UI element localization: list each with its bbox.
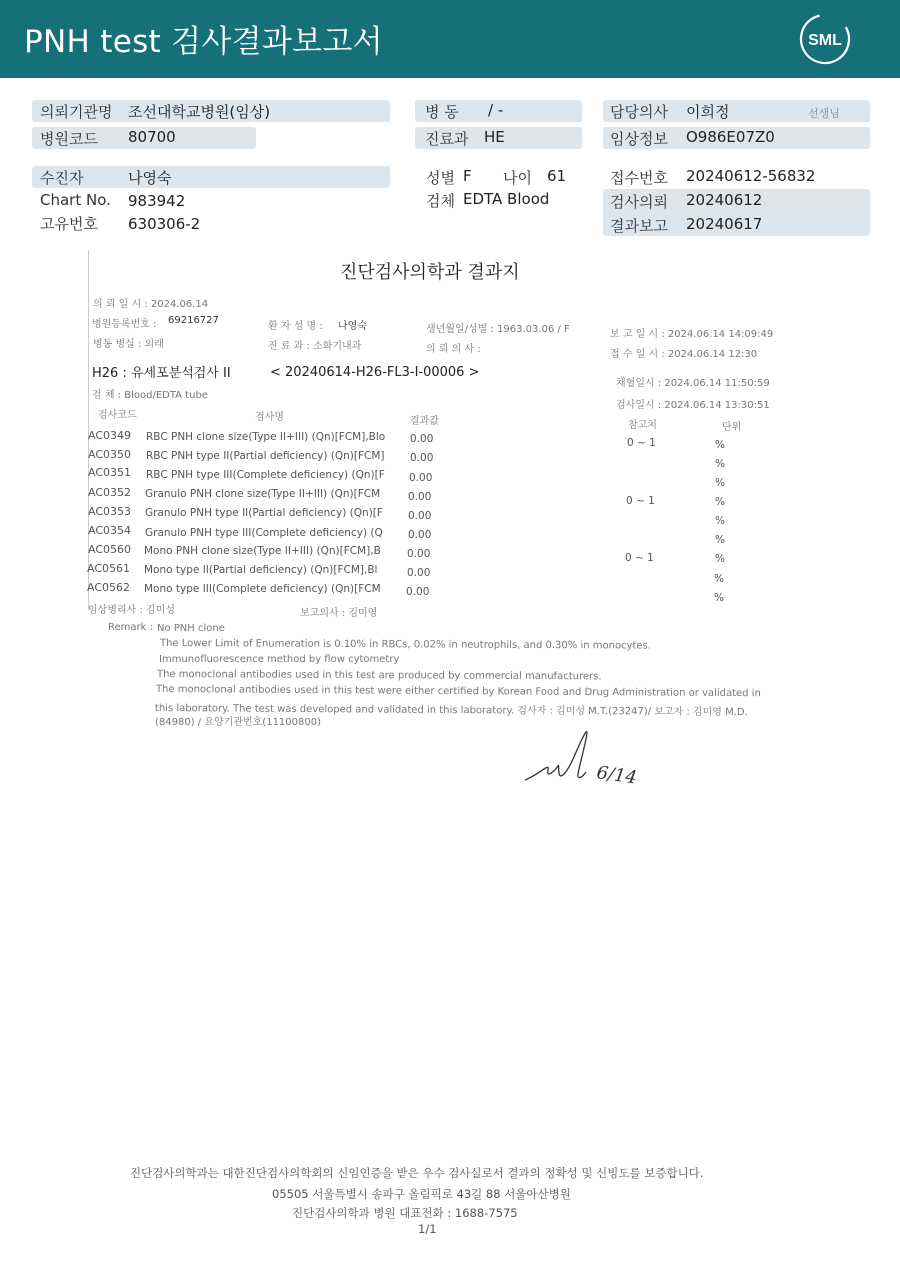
requester-line: 의 뢰 의 사 : [426, 344, 481, 355]
footer-certification: 진단검사의학과는 대한진단검사의학회의 신임인증을 받은 우수 검사실로서 결과의 정확성 및 신빙도를 보증합니다. [130, 1166, 704, 1180]
patient-label: 수진자 [40, 169, 84, 187]
row-name: Granulo PNH type II(Partial deficiency) (Qn)[F [145, 507, 383, 519]
institution-value: 조선대학교병원(임상) [128, 103, 271, 121]
logo-text: SML [808, 32, 842, 49]
row-ref: 0 ~ 1 [626, 495, 655, 507]
remark-line: (84980) / 요양기관번호(11100800) [155, 717, 322, 728]
row-value: 0.00 [410, 433, 434, 445]
row-name: Granulo PNH clone size(Type II+III) (Qn)[FCM [145, 488, 381, 500]
specimen-line: 검 체 : Blood/EDTA tube [92, 390, 208, 401]
remark-line: The monoclonal antibodies used in this test are produced by commercial manufacturers. [156, 669, 602, 683]
row-unit: % [715, 477, 725, 489]
remark-line: No PNH clone [157, 623, 225, 634]
footer-address: 05505 서울특별시 송파구 올림픽로 43길 88 서울아산병원 [272, 1187, 571, 1201]
row-value: 0.00 [410, 452, 434, 464]
hospital-code-value: 80700 [128, 128, 176, 146]
accession-number: < 20240614-H26-FL3-I-00006 > [270, 365, 480, 380]
row-unit: % [715, 439, 725, 451]
signature-date: 6/14 [595, 762, 639, 789]
dept-line: 진 료 과 : 소화기내과 [268, 341, 362, 352]
request-label: 검사의뢰 [610, 193, 668, 211]
row-code: AC0353 [88, 505, 132, 518]
request-value: 20240612 [686, 191, 763, 209]
collect-time: 채혈일시 : 2024.06.14 11:50:59 [616, 378, 770, 389]
report-value: 20240617 [686, 215, 763, 233]
row-value: 0.00 [407, 548, 431, 560]
row-code: AC0349 [88, 429, 132, 442]
row-unit: % [715, 534, 725, 546]
remark-line: The monoclonal antibodies used in this test were either certified by Korean Food and Drug Administration or validated in [155, 684, 761, 700]
age-label: 나이 [503, 169, 532, 187]
row-unit: % [715, 515, 725, 527]
birth-line: 생년월일/성별 : 1963.03.06 / F [426, 324, 570, 335]
row-value: 0.00 [409, 472, 433, 484]
receipt-value: 20240612-56832 [686, 167, 816, 185]
row-unit: % [714, 592, 724, 604]
row-name: Mono PNH clone size(Type II+III) (Qn)[FCM],B [144, 545, 381, 557]
col-ref-header: 참고치 [628, 420, 657, 431]
row-code: AC0352 [88, 486, 132, 499]
row-value: 0.00 [407, 567, 431, 579]
row-value: 0.00 [408, 510, 432, 522]
ward-value: / - [488, 101, 504, 119]
remark-line: this laboratory. The test was developed and validated in this laboratory. 검사자 : 김미성 M.T.(23247)/ 보고자 : 김미영 M.D. [154, 702, 748, 719]
row-unit: % [715, 458, 725, 470]
row-code: AC0562 [87, 581, 131, 594]
clinical-info-value: O986E07Z0 [686, 128, 775, 146]
sex-value: F [463, 167, 472, 185]
sex-label: 성별 [426, 169, 455, 187]
row-ref: 0 ~ 1 [625, 552, 654, 564]
reg-no-value: 69216727 [168, 315, 219, 326]
age-value: 61 [547, 167, 567, 185]
row-code: AC0560 [88, 543, 132, 556]
signature-icon [520, 722, 640, 792]
patient-value: 나영숙 [128, 169, 172, 187]
row-ref: 0 ~ 1 [627, 437, 656, 449]
col-result-header: 결과값 [410, 416, 439, 427]
exam-time: 검사일시 : 2024.06.14 13:30:51 [616, 400, 770, 411]
department-label: 진료과 [425, 130, 469, 148]
remark-line: Immunofluorescence method by flow cytometry [159, 654, 400, 665]
receipt-label: 접수번호 [610, 169, 668, 187]
page-number: 1/1 [418, 1222, 437, 1236]
row-value: 0.00 [408, 529, 432, 541]
doctor-suffix: 선생님 [808, 107, 840, 120]
row-name: RBC PNH clone size(Type II+III) (Qn)[FCM],Blo [146, 431, 386, 443]
receipt-time: 접 수 일 시 : 2024.06.14 12:30 [610, 349, 758, 360]
remark-label: Remark : [108, 622, 153, 633]
chart-label: Chart No. [40, 191, 111, 209]
sml-logo-icon [798, 12, 852, 66]
remark-line: The Lower Limit of Enumeration is 0.10% in RBCs, 0.02% in neutrophils, and 0.30% in monocytes. [159, 638, 651, 652]
row-unit: % [715, 553, 725, 565]
patient-name-label: 환 자 성 명 : [268, 321, 323, 332]
col-unit-header: 단위 [722, 422, 742, 433]
row-code: AC0351 [88, 466, 132, 479]
chart-value: 983942 [128, 192, 186, 210]
doctor-value: 이희정 [686, 103, 730, 121]
request-date: 의 뢰 일 시 : 2024.06.14 [93, 299, 209, 310]
unique-id-label: 고유번호 [40, 215, 98, 233]
row-unit: % [714, 573, 724, 585]
row-name: Granulo PNH type III(Complete deficiency) (Q [145, 527, 383, 539]
row-value: 0.00 [406, 586, 430, 598]
ward-line: 병동 병실 : 외래 [93, 339, 164, 350]
footer-contact: 진단검사의학과 병원 대표전화 : 1688-7575 [292, 1206, 518, 1220]
row-unit: % [715, 496, 725, 508]
row-name: RBC PNH type II(Partial deficiency) (Qn)[FCM] [146, 450, 385, 462]
clinical-pathologist: 임상병리사 : 김미성 [88, 605, 176, 616]
row-name: Mono type II(Partial deficiency) (Qn)[FCM],Bl [144, 564, 378, 576]
clinical-info-label: 임상정보 [610, 130, 668, 148]
row-name: Mono type III(Complete deficiency) (Qn)[FCM [144, 583, 381, 595]
doctor-label: 담당의사 [610, 103, 668, 121]
reporter: 보고의사 : 김미영 [300, 608, 378, 619]
patient-name-value: 나영숙 [338, 321, 367, 332]
specimen-value: EDTA Blood [463, 190, 550, 208]
report-time: 보 고 일 시 : 2024.06.14 14:09:49 [610, 329, 774, 340]
test-code: H26 : 유세포분석검사 II [92, 366, 231, 381]
col-name-header: 검사명 [255, 412, 284, 423]
row-name: RBC PNH type III(Complete deficiency) (Qn)[F [146, 469, 385, 481]
col-code-header: 검사코드 [98, 410, 137, 421]
row-code: AC0354 [88, 524, 132, 537]
reg-no-label: 병원등록번호 : [92, 319, 157, 330]
report-label: 결과보고 [610, 217, 668, 235]
row-code: AC0561 [87, 562, 131, 575]
specimen-label: 검체 [426, 192, 455, 210]
page-title: PNH test 검사결과보고서 [24, 24, 383, 60]
ward-label: 병 동 [425, 103, 459, 121]
row-value: 0.00 [408, 491, 432, 503]
department-value: HE [484, 128, 505, 146]
report-header [0, 0, 900, 78]
patient-bar [32, 166, 390, 188]
institution-label: 의뢰기관명 [40, 103, 113, 121]
row-code: AC0350 [88, 448, 132, 461]
hospital-code-label: 병원코드 [40, 130, 98, 148]
unique-id-value: 630306-2 [128, 215, 201, 233]
report-title: 진단검사의학과 결과지 [340, 262, 520, 283]
